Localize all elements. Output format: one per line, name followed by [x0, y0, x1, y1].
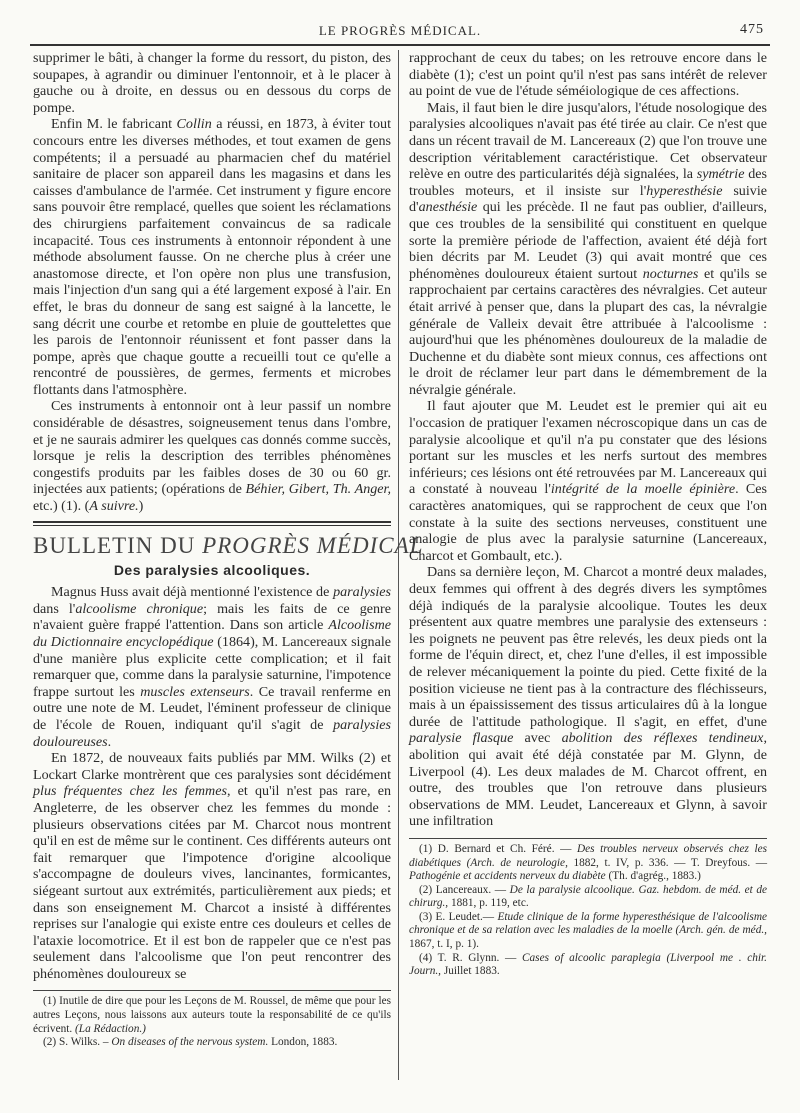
footnote: (4) T. R. Glynn. — Cases of alcoolic paraplegia (Liverpool me . chir. Journ., Juillet 1883. [409, 951, 767, 978]
paragraph: Enfin M. le fabricant Collin a réussi, en 1873, à éviter tout concours entre les diverses méthodes, et tout examen de gens compétents; il a persuadé au pharmacien chef du matériel sanitaire de placer son appareil dans les magasins et dans les caisses d'ambulance de l'armée. Cet instrument y figure encore sans pouvoir être remplacé, quelles que soient les réclamations des chirurgiens parfaitement convaincus de sa radicale incapacité. Tous ces instruments à entonnoir répondent à une méthode absolument fausse. On ne cherche plus à créer une anastomose directe, et l'on opère non plus une transfusion, mais l'injection d'un sang qui a été largement exposé à l'air. En effet, le bras du donneur de sang est saigné à la lancette, le sang décrit une courbe et retombe en pluie de gouttelettes que les parois de l'entonnoir réunissent et font passer dans la pompe, après que chaque goutte a recueilli tout ce qu'elle a rencontré de poussières, de germes, ferments et microbes flottants dans l'atmosphère. [33, 116, 391, 398]
paragraph: Mais, il faut bien le dire jusqu'alors, l'étude nosologique des paralysies alcooliques n'avait pas été tirée au clair. Ce n'est que dans un récent travail de M. Lancereaux (2) que l'on trouve une description véritablement caractéristique. Cet observateur relève en outre des particularités déjà signalées, la symétrie des troubles moteurs, et il insiste sur l'hyperesthésie suivie d'anesthésie qui les précède. Il ne faut pas oublier, d'ailleurs, que ces troubles de la sensibilité qui constituent en quelque sorte la première période de l'affection, avaient été déjà fort bien décrits par M. Leudet (3) qui avait montré que ces phénomènes douloureux étaient surtout nocturnes et qu'ils se rapprochaient par certains caractères des névralgies. Cet auteur était arrivé à penser que, dans la plupart des cas, la névralgie générale de Valleix devait être attribuée à l'alcoolisme : aujourd'hui que les phénomènes douloureux de la maladie de Duchenne et du diabète sont mieux connus, ces affections ont le droit de réclamer leur part dans le démembrement de la névralgie générale. [409, 99, 768, 398]
column-divider [398, 50, 399, 1080]
footnote: (2) S. Wilks. – On diseases of the nervous system. London, 1883. [43, 1036, 338, 1049]
footnotes [33, 995, 391, 1049]
footnote: (2) Lancereaux. — De la paralysie alcoolique. Gaz. hebdom. de méd. et de chirurg., 1881, p. 119, etc. [409, 883, 767, 910]
left-column [33, 50, 424, 1050]
footnotes [409, 843, 767, 979]
footnote-rule [409, 838, 767, 839]
paragraph: rapprochant de ceux du tabes; on les retrouve encore dans le diabète (1); c'est un point qu'il n'est pas sans intérêt de relever au point de vue de l'étude séméiologique de ces affections. [409, 50, 767, 100]
running-header [30, 22, 770, 42]
paragraph: supprimer le bâti, à changer la forme du ressort, du piston, des soupapes, à agrandir ou diminuer l'entonnoir, et à le placer à gauche ou à droite, en dessus ou en dessous du corps de pompe. [33, 50, 391, 116]
journal-title: LE PROGRÈS MÉDICAL. [318, 23, 482, 38]
right-column [409, 50, 767, 979]
footnote: (3) E. Leudet.— Etude clinique de la forme hyperesthésique de l'alcoolisme chronique et de sa relation avec les maladies de la moelle (Arch. gén. de méd., 1867, t. I, p. 1). [409, 910, 767, 951]
paragraph: Magnus Huss avait déjà mentionné l'existence de paralysies dans l'alcoolisme chronique; mais les faits de ce genre n'avaient guère frappé l'attention. Dans son article Alcoolisme du Dictionnaire encyclopédique (1864), M. Lancereaux signale d'une manière plus explicite cette complication; et il fait remarquer que, comme dans la paralysie saturnine, l'impotence frappe surtout les muscles extenseurs. Ce travail renferme en outre une note de M. Leudet, l'éminent professeur de clinique de l'école de Rouen, indiquant qu'il s'agit de paralysies douloureuses. [33, 584, 391, 750]
footnote-rule [33, 990, 391, 991]
bulletin-heading: BULLETIN DU PROGRÈS MÉDICAL [33, 532, 424, 558]
page-number: 475 [740, 22, 764, 37]
article-title: Des paralysies alcooliques. [113, 561, 311, 578]
paragraph: En 1872, de nouveaux faits publiés par MM. Wilks (2) et Lockart Clarke montrèrent que ces paralysies sont décidément plus fréquentes chez les femmes, et qu'il n'est pas rare, en Angleterre, de les observer chez les femmes du monde : plusieurs observations citées par M. Charcot nous montrent qu'il en est de même sur le continent. Ces différents auteurs ont fait remarquer que l'impotence d'origine alcoolique s'accompagne de douleurs vives, lancinantes, formicantes, siégeant surtout aux extrémités, particulièrement aux pieds; et dans son enseignement M. Charcot a insisté à différentes reprises sur l'analogie qui existe entre ces douleurs et celles de l'ataxie locomotrice. Et il est bon de rappeler que ce n'est pas seulement dans l'alcoolisme que l'on peut rencontrer des phénomènes douloureux se [33, 750, 391, 982]
section-rule [33, 521, 391, 526]
footnote: (1) Inutile de dire que pour les Leçons de M. Roussel, de même que pour les autres Leçons, nous laissons aux auteurs toute la responsabilité de ce qu'ils écrivent. (La Rédaction.) [33, 995, 391, 1035]
footnote: (1) D. Bernard et Ch. Féré. — Des troubles nerveux observés chez les diabétiques (Arch. de neurologie, 1882, t. IV, p. 336. — T. Dreyfous. — Pathogénie et accidents nerveux du diabète (Th. d'agrég., 1883.) [409, 842, 768, 883]
paragraph: Il faut ajouter que M. Leudet est le premier qui ait eu l'occasion de pratiquer l'examen nécroscopique dans un cas de paralysie alcoolique et qu'il n'a pu constater que des lésions portant sur les muscles et les nerfs surtout des membres inférieurs; ces lésions ont été retrouvées par M. Lancereaux qui a constaté à nouveau l'intégrité de la moelle épinière. Ces caractères anatomiques, qui se rapprochent de ceux que l'on constate à la suite des sections nerveuses, constituent une analogie de plus avec la paralysie saturnine (Lancereaux, Charcot et Gombault, etc.). [409, 398, 768, 564]
paragraph: Dans sa dernière leçon, M. Charcot a montré deux malades, deux femmes qui offrent à des degrés divers les symptômes déjà indiqués de la paralysie alcoolique. Toutes les deux présentent aux quatre membres une paralysie des extenseurs : les poignets ne peuvent pas être relevés, les deux pieds ont la forme de l'équin direct, et, chez l'une d'elles, il est impossible de relever mécaniquement la pointe du pied. Cette fixité de la position vicieuse ne tient pas à la contracture des fléchisseurs, mais à un épaississement des tissus articulaires dû à la longue durée de l'attitude pathologique. Il s'agit, en effet, d'une paralysie flasque avec abolition des réflexes tendineux, abolition qui avait été déjà constatée par M. Glynn, de Liverpool (4). Les deux malades de M. Charcot offrent, en outre, des troubles que l'on retrouve dans plusieurs observations de MM. Leudet, Lancereaux et Glynn, à savoir une infiltration [409, 564, 767, 830]
paragraph: Ces instruments à entonnoir ont à leur passif un nombre considérable de désastres, soigneusement tenus dans l'ombre, et je ne saurais admirer les quelques cas donnés comme succès, lorsque je relis la description des terribles phénomènes congestifs produits par les faibles doses de 30 ou 60 gr. injectées aux patients; (opérations de Béhier, Gibert, Th. Anger, etc.) (1). (A suivre.) [33, 398, 391, 515]
header-rule [30, 44, 770, 46]
